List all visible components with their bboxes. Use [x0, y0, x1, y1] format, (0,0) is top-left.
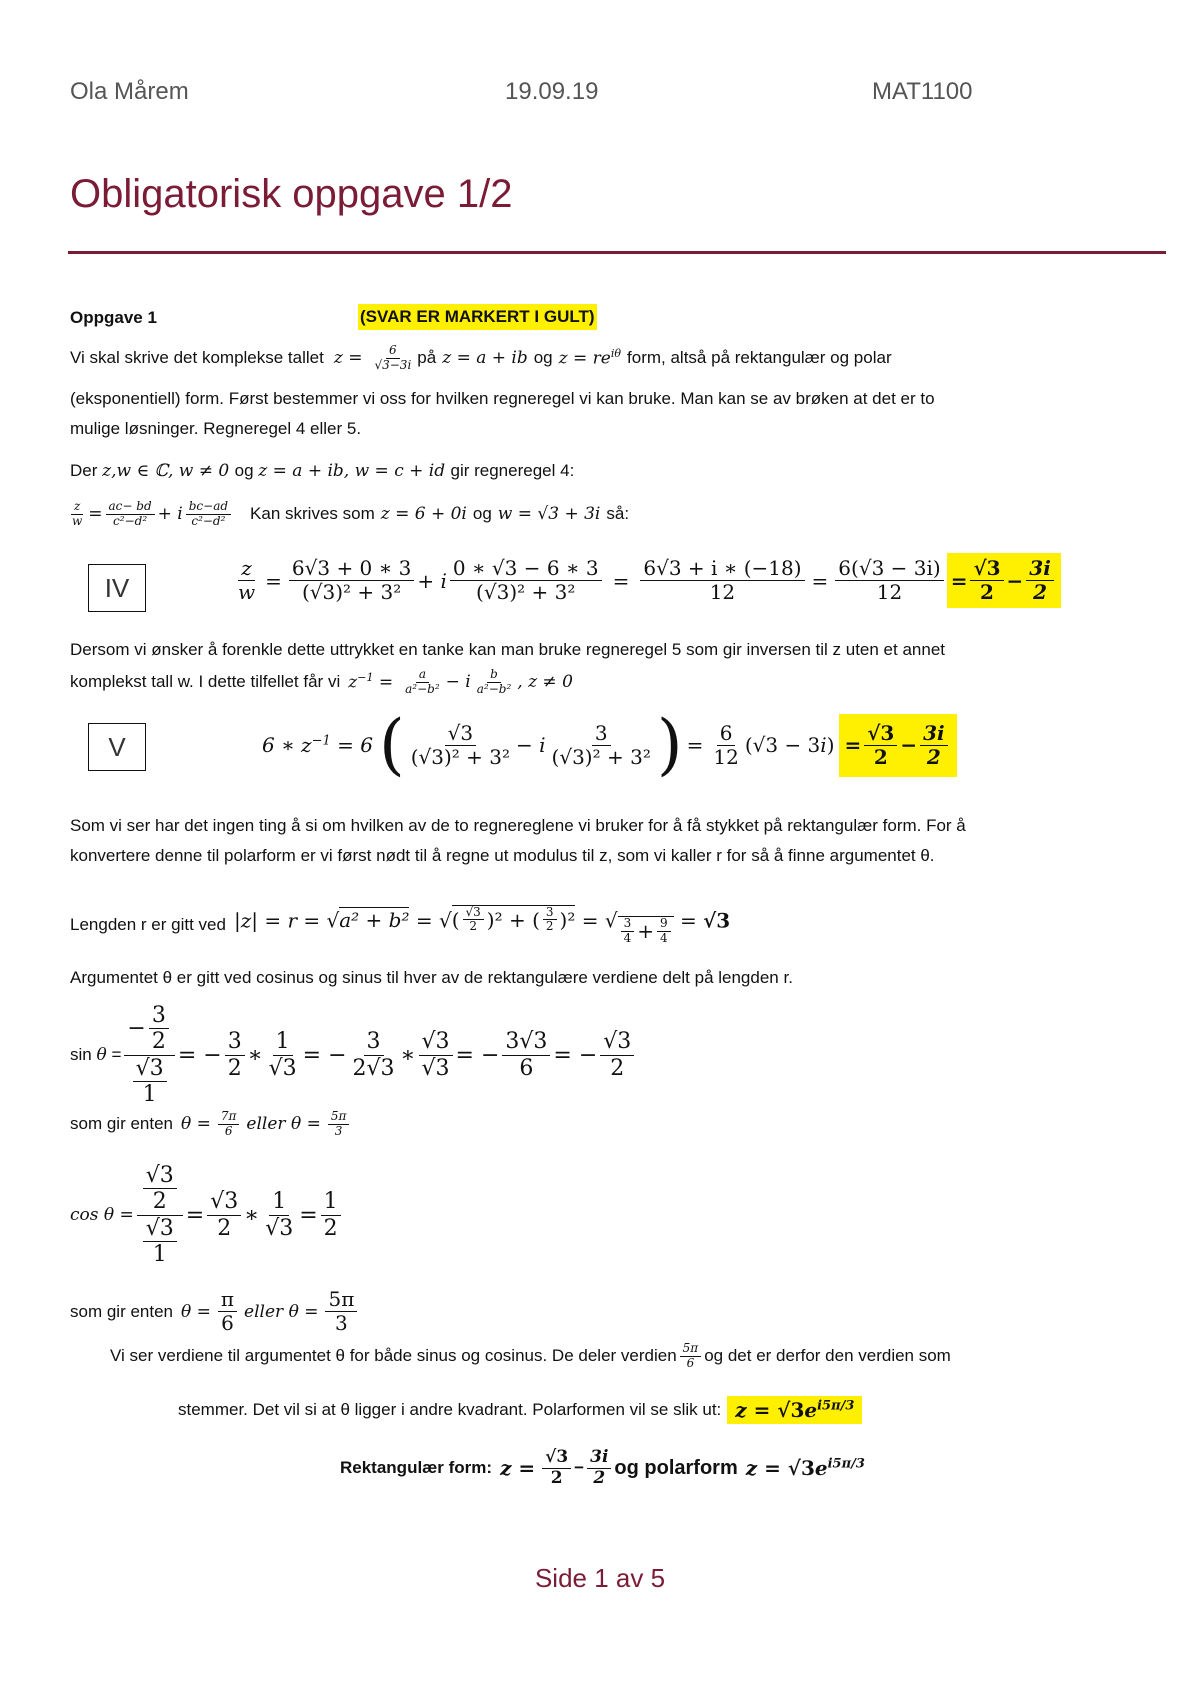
polar-line-2: konvertere denne til polarform er vi først nødt til å regne ut modulus til z, som vi kaller r for så å finne argumentet θ.	[70, 846, 935, 865]
title-divider	[68, 251, 1166, 254]
intro-text: og	[533, 348, 553, 368]
cos-calculation: cos θ = $\frac{\frac{√3}{2}}{\frac{√3}{1}}$ = $\frac{√3}{2}$ ∗ $\frac{1}{√3}$ = $\frac{1}{2}$	[70, 1163, 344, 1267]
author-name: Ola Mårem	[70, 78, 189, 105]
sin-calculation: sin θ = − $\frac{3}{2}$ $\frac{√3}{1}$ = − $\frac{3}{2}$ ∗ $\frac{1}{√3}$ = − $\frac{3}{2√3}$ ∗ $\frac{√3}{√3}$ = − $\frac{3√3}{6}$ = − $\frac{√3}{2}$	[70, 1003, 637, 1107]
cos-result: som gir enten θ = $\frac{\pi}{6}$ eller θ = $\frac{5\pi}{3}$	[70, 1288, 360, 1335]
polar-line-1: Som vi ser har det ingen ting å si om hvilken av de to regnereglene vi bruker for å få stykket på rektangulær form. For å	[70, 816, 966, 835]
rule5-calculation: 6 ∗ $z^{-1} = 6$ ( $\frac{√3}{\text{(√3)² + 3²}}$ − i $\frac{3}{\text{(√3)² + 3²}}$ ) = $\frac{6}{12}$ (√3 − 3i) = $\frac{√3}{2}$ − $\frac{3i}{2}$	[262, 712, 957, 778]
course-code: MAT1100	[872, 78, 973, 105]
rule4-answer: = $\frac{√3}{2}$ − $\frac{3i}{2}$	[947, 553, 1061, 608]
intro-text: på	[417, 348, 437, 368]
final-answer: Rektangulær form: z = $\frac{√3}{2}$ − $\frac{3i}{2}$ og polarform $z = √3e^{i5\pi/3}$	[340, 1447, 865, 1488]
inverse-line-1: Dersom vi ønsker å forenkle dette uttrykket en tanke kan man bruke regneregel 5 som gir inversen til z uten et annet	[70, 640, 945, 659]
argument-intro: Argumentet θ er gitt ved cosinus og sinus til hver av de rektangulære verdiene delt på lengden r.	[70, 968, 793, 987]
page-title: Obligatorisk oppgave 1/2	[70, 172, 513, 216]
rule5-answer: = $\frac{√3}{2}$ − $\frac{3i}{2}$	[839, 714, 957, 777]
rule-v-box: V	[88, 723, 146, 771]
conclusion-line-2: stemmer. Det vil si at θ ligger i andre kvadrant. Polarformen vil se slik ut: $z = √3e^{i5\pi/3}$	[178, 1396, 862, 1424]
modulus-line: Lengden r er gitt ved |z| = r = √a² + b² = √( $\frac{√3}{2}$ )² + ( $\frac{3}{2}$ )² = √ $\frac{3}{4}$ + $\frac{9}{4}$ = √3	[70, 904, 731, 945]
document-date: 19.09.19	[505, 78, 599, 105]
intro-line-2: (eksponentiell) form. Først bestemmer vi oss for hvilken regneregel vi kan bruke. Man kan se av brøken at det er to	[70, 389, 935, 408]
sin-result: som gir enten θ = $\frac{7\pi}{6}$ eller θ = $\frac{5\pi}{3}$	[70, 1110, 352, 1139]
eq-z-fraction: $\frac{6}{√3-3i}$	[374, 343, 412, 372]
rule4-statement: Der z,w ∈ ℂ, w ≠ 0 og z = a + ib, w = c + id gir regneregel 4:	[70, 461, 575, 481]
page-number: Side 1 av 5	[534, 1563, 666, 1593]
intro-text: Vi skal skrive det komplekse tallet	[70, 348, 324, 368]
rule4-formula: $\frac{z}{w}$ = $\frac{ac- bd}{\text{c²−d²}}$ + i $\frac{bc-ad}{\text{c²−d²}}$ Kan skrives som z = 6 + 0i og w = √3 + 3i så:	[72, 499, 630, 528]
intro-line-1	[70, 344, 892, 373]
rule4-calculation: $\frac{z}{w}$ = $\frac{6√3 + 0 ∗ 3}{\text{(√3)² + 3²}}$ + i $\frac{0 ∗ √3 - 6 ∗ 3}{\text{(√3)² + 3²}}$ = $\frac{6√3 + i ∗ (-18)}{12}$ = $\frac{6(√3 - 3i)}{12}$ = $\frac{√3}{2}$ − $\frac{3i}{2}$	[232, 553, 1061, 608]
eq-rect-form: z = a + ib	[442, 348, 528, 369]
answer-note: (SVAR ER MARKERT I GULT)	[358, 304, 597, 330]
intro-line-3: mulige løsninger. Regneregel 4 eller 5.	[70, 419, 362, 438]
eq-polar-form: $z = re^{i\theta}$	[558, 347, 622, 370]
section-heading: Oppgave 1	[70, 308, 157, 327]
eq-z: z =	[333, 348, 363, 369]
intro-text: form, altså på rektangulær og polar	[627, 348, 892, 368]
polar-answer: $z = √3e^{i5\pi/3}$	[727, 1396, 862, 1424]
inverse-line-2: komplekst tall w. I dette tilfellet får vi $z^{-1}$ = $\frac{a}{\text{a²−b²}}$ − i $\frac{b}{\text{a²−b²}}$ , z ≠ 0	[70, 667, 573, 696]
conclusion-line-1: Vi ser verdiene til argumentet θ for både sinus og cosinus. De deler verdien $\frac{5\pi}{6}$ og det er derfor den verdien som	[110, 1341, 951, 1370]
rule-iv-box: IV	[88, 564, 146, 612]
